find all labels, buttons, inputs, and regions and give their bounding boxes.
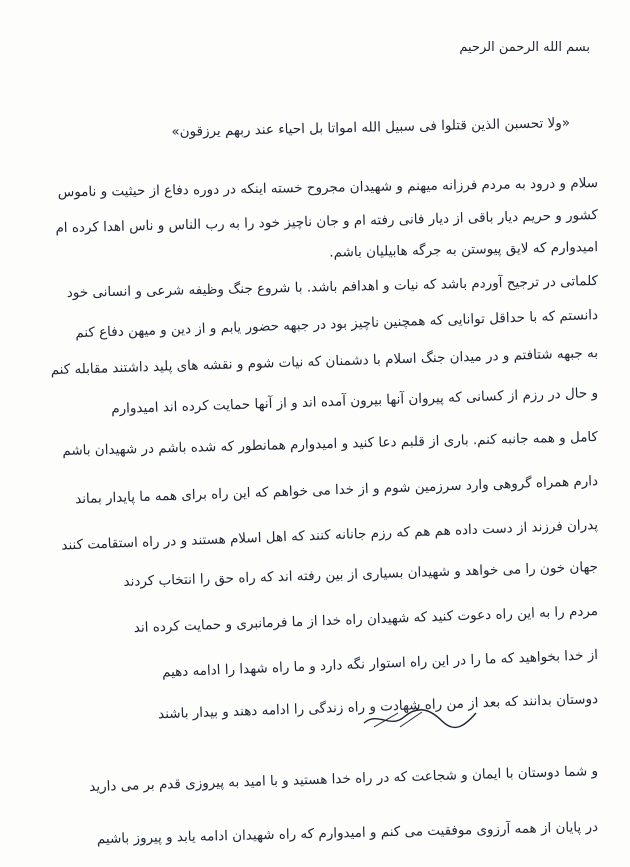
letter-line-6: به جبهه شتافتم و در میدان جنگ اسلام با دشمنان که نیات شوم و نقشه های پلید داشتند مقابله کنم <box>50 345 599 379</box>
letter-line-8: کامل و همه جانبه کنم. باری از قلبم دعا کنید و امیدوارم همانطور که شده باشم در شهیدان باشم <box>62 429 599 460</box>
letter-line-9: دارم همراه گروهی وارد سرزمین شوم و از خدا می خواهم که این راه برای همه ما پایدار بماند <box>74 473 599 508</box>
letter-line-1: سلام و درود به مردم فرزانه میهنم و شهیدان مجروح خسته اینکه در دوره دفاع از حیثیت و ناموس <box>57 175 599 201</box>
letter-line-15: و شما دوستان با ایمان و شجاعت که در راه خدا هستید و با امید به پیروزی قدم بر می دارید <box>89 763 599 795</box>
letter-line-4: کلماتی در ترجیح آوردم باشد که نیات و اهدافم باشد. با شروع جنگ وظیفه شرعی و انسانی خود <box>66 273 599 302</box>
letter-line-11: جهان خون را می خواهد و شهیدان بسیاری از بین رفته اند که راه حق را انتخاب کردند <box>123 559 599 590</box>
letter-line-3: امیدوارم که لایق پیوستن به جرگه هابیلیان باشم. <box>329 239 599 261</box>
bismillah-heading: بسم الله الرحمن الرحیم <box>459 40 590 55</box>
letter-line-2: کشور و حریم دیار باقی از دیار فانی رفته ام و جان ناچیز خود را به رب الناس و ناس اهدا کرده ام <box>55 207 599 237</box>
ink-scribble <box>360 703 480 733</box>
letter-line-16: در پایان از همه آرزوی موفقیت می کنم و امیدوارم که راه شهیدان ادامه یابد و پیروز باشیم <box>96 819 599 848</box>
letter-line-10: پدران فرزند از دست داده هم هم که رزم جانانه کنند که اهل اسلام هستند و در راه استقامت کنند <box>61 517 599 554</box>
letter-line-12: مردم را به این راه دعوت کنید که شهیدان راه خدا از ما فرمانبری و حمایت کرده اند <box>133 603 599 637</box>
letter-line-14: دوستان بدانند که بعد از من راه شهادت و راه زندگی را ادامه دهند و بیدار باشند <box>157 691 599 723</box>
letter-line-5: دانستم که با حداقل توانایی که همچنین ناچیز بود در جبهه حضور یابم و از دین و میهن دفاع کنم <box>75 307 599 342</box>
verse-line: «ولا تحسبن الذین قتلوا فی سبیل الله امواتا بل احیاء عند ربهم یرزقون» <box>171 115 571 141</box>
letter-line-7: و حال در رزم از کسانی که پیروان آنها بیرون آمده اند و از آنها حمایت کرده اند امیدوارم <box>111 385 599 418</box>
letter-line-13: از خدا بخواهید که ما را در این راه استوار نگه دارد و ما راه شهدا را ادامه دهیم <box>161 647 599 681</box>
